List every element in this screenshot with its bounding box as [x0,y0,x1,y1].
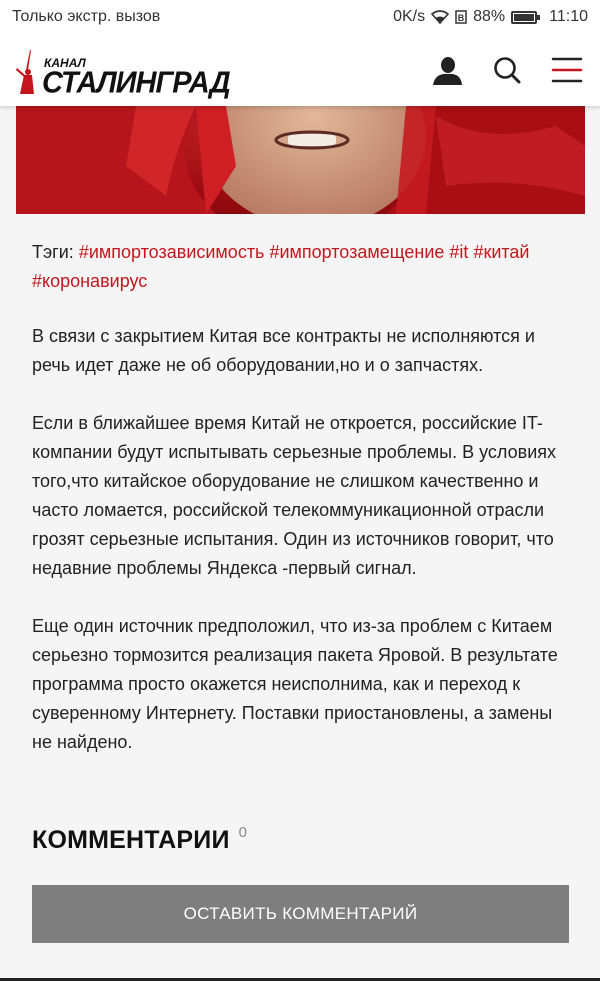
article-paragraph: В связи с закрытием Китая все контракты не исполняются и речь идет даже не об оборудовании,но и о запчастях. [32,326,535,375]
app-header [0,34,600,106]
comments-header [32,826,247,855]
user-button[interactable] [430,53,464,87]
tag-link[interactable]: #китай [473,242,530,262]
motherland-statue-icon [14,48,40,98]
article-paragraph: Еще один источник предположил, что из-за проблем с Китаем серьезно тормозится реализация пакета Яровой. В результате программа просто окажется неисполнима, как и переход к суверенному Интернету. Поставки приостановлены, а замены не найдено. [32,616,558,752]
battery-percent: 88% [473,8,506,25]
status-indicators [393,8,588,26]
comments-count: 0 [238,824,247,841]
tag-link[interactable]: #импортозависимость [78,242,265,262]
network-speed: 0K/s [393,8,426,25]
tag-link[interactable]: #импортозамещение [269,242,445,262]
carrier-text: Только экстр. вызов [12,8,161,25]
tags-label: Тэги: [32,242,74,262]
wifi-icon [431,10,449,24]
comments-title: КОММЕНТАРИИ [32,826,230,854]
search-icon [493,56,521,84]
tags-line [32,238,572,296]
tag-link[interactable]: #коронавирус [32,271,148,291]
status-bar [0,0,600,34]
leave-comment-button[interactable]: ОСТАВИТЬ КОММЕНТАРИЙ [32,885,569,943]
menu-button[interactable] [550,53,584,87]
site-logo[interactable] [14,42,230,98]
signal-icon [455,10,467,24]
search-button[interactable] [490,53,524,87]
menu-icon [551,56,583,84]
user-icon [431,55,463,85]
article-body [32,238,572,757]
tag-link[interactable]: #it [449,242,469,262]
header-actions [430,53,584,87]
article-hero-image [16,106,585,214]
svg-text:B: B [457,13,465,23]
battery-icon [511,11,537,24]
logo-stalingrad: СТАЛИНГРАД [42,66,230,100]
clock: 11:10 [549,8,588,25]
article-paragraph: Если в ближайшее время Китай не откроется, российские IT-компании будут испытывать серьезные проблемы. В условиях того,что китайское оборудование не слишком качественно и часто ломается, российской телекоммуникационной отрасли грозят серьезные испытания. Один из источников говорит, что недавние проблемы Яндекса -первый сигнал. [32,413,556,578]
logo-kanal: КАНАЛ [44,56,86,70]
